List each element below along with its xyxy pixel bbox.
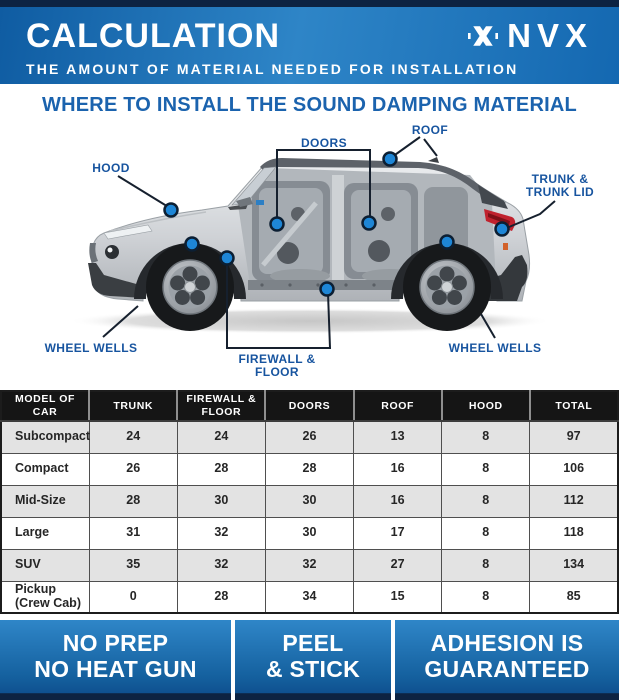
headlamp xyxy=(105,245,119,259)
rear-reflector xyxy=(503,243,508,250)
model-cell: Subcompact xyxy=(1,421,89,453)
trunk-dot xyxy=(496,223,509,236)
value-cell: 32 xyxy=(265,549,353,581)
top-navy-strip xyxy=(0,0,619,7)
roof-label: ROOF xyxy=(411,123,449,137)
value-cell: 0 xyxy=(89,581,177,613)
value-cell: 28 xyxy=(89,485,177,517)
model-cell: Large xyxy=(1,517,89,549)
wheel-wells-left-label: WHEEL WELLS xyxy=(44,341,138,355)
hood-label: HOOD xyxy=(92,161,130,175)
value-cell: 8 xyxy=(442,421,530,453)
table-row xyxy=(1,421,618,453)
hood-leader xyxy=(118,176,170,208)
total-cell: 134 xyxy=(530,549,618,581)
footer-banner xyxy=(0,620,619,700)
diagram-title: WHERE TO INSTALL THE SOUND DAMPING MATERIAL xyxy=(42,94,577,116)
value-cell: 35 xyxy=(89,549,177,581)
value-cell: 16 xyxy=(354,453,442,485)
value-cell: 32 xyxy=(177,517,265,549)
value-cell: 17 xyxy=(354,517,442,549)
trunk-label: TRUNK & TRUNK LID xyxy=(525,172,595,199)
hood-dot xyxy=(165,204,178,217)
floor-dot xyxy=(321,283,334,296)
model-cell: Mid-Size xyxy=(1,485,89,517)
value-cell: 27 xyxy=(354,549,442,581)
total-cell: 97 xyxy=(530,421,618,453)
brand-logo xyxy=(466,19,593,52)
header-banner xyxy=(0,7,619,84)
front-door-dot xyxy=(271,218,284,231)
total-cell: 118 xyxy=(530,517,618,549)
materials-table xyxy=(0,390,619,614)
fender-badge xyxy=(256,200,264,205)
table-header-row xyxy=(1,391,618,421)
rear-door-dot xyxy=(363,217,376,230)
firewall-dot xyxy=(221,252,234,265)
front-fender-dot xyxy=(186,238,199,251)
value-cell: 28 xyxy=(177,581,265,613)
col-firewall-floor: FIREWALL & FLOOR xyxy=(177,391,265,421)
total-cell: 106 xyxy=(530,453,618,485)
value-cell: 15 xyxy=(354,581,442,613)
roof-leader-2 xyxy=(424,139,437,156)
value-cell: 32 xyxy=(177,549,265,581)
value-cell: 24 xyxy=(89,421,177,453)
table-row xyxy=(1,485,618,517)
value-cell: 13 xyxy=(354,421,442,453)
col-doors: DOORS xyxy=(265,391,353,421)
footer-panel-adhesion: ADHESION IS GUARANTEED xyxy=(424,630,590,682)
col-model: MODEL OF CAR xyxy=(1,391,89,421)
header-subtitle: THE AMOUNT OF MATERIAL NEEDED FOR INSTALLATION xyxy=(26,61,519,77)
value-cell: 16 xyxy=(354,485,442,517)
model-cell: SUV xyxy=(1,549,89,581)
value-cell: 8 xyxy=(442,581,530,613)
value-cell: 30 xyxy=(177,485,265,517)
col-roof: ROOF xyxy=(354,391,442,421)
value-cell: 30 xyxy=(265,517,353,549)
table-row xyxy=(1,453,618,485)
model-cell: Compact xyxy=(1,453,89,485)
antenna-fin xyxy=(428,157,439,163)
roof-dot xyxy=(384,153,397,166)
value-cell: 31 xyxy=(89,517,177,549)
total-cell: 112 xyxy=(530,485,618,517)
value-cell: 8 xyxy=(442,549,530,581)
wheel-wells-right-label: WHEEL WELLS xyxy=(448,341,542,355)
value-cell: 28 xyxy=(177,453,265,485)
value-cell: 30 xyxy=(265,485,353,517)
footer-panel-peel-stick: PEEL & STICK xyxy=(265,630,361,682)
materials-table-section xyxy=(0,390,619,614)
col-trunk: TRUNK xyxy=(89,391,177,421)
value-cell: 24 xyxy=(177,421,265,453)
value-cell: 28 xyxy=(265,453,353,485)
car-diagram xyxy=(0,115,619,385)
doors-label: DOORS xyxy=(300,136,348,150)
value-cell: 26 xyxy=(89,453,177,485)
roof-leader xyxy=(392,137,420,157)
value-cell: 26 xyxy=(265,421,353,453)
col-total: TOTAL xyxy=(530,391,618,421)
page-title: CALCULATION xyxy=(26,16,280,55)
value-cell: 34 xyxy=(265,581,353,613)
total-cell: 85 xyxy=(530,581,618,613)
nvx-logo-icon xyxy=(466,21,500,51)
footer-panel-no-prep: NO PREP NO HEAT GUN xyxy=(34,630,197,682)
value-cell: 8 xyxy=(442,453,530,485)
col-hood: HOOD xyxy=(442,391,530,421)
value-cell: 8 xyxy=(442,485,530,517)
model-cell: Pickup (Crew Cab) xyxy=(1,581,89,613)
table-row xyxy=(1,517,618,549)
table-row xyxy=(1,581,618,613)
firewall-floor-label: FIREWALL & FLOOR xyxy=(238,352,316,379)
brand-name: NVX xyxy=(507,17,593,54)
rear-wheel xyxy=(403,243,491,331)
table-row xyxy=(1,549,618,581)
value-cell: 8 xyxy=(442,517,530,549)
rear-fender-dot xyxy=(441,236,454,249)
